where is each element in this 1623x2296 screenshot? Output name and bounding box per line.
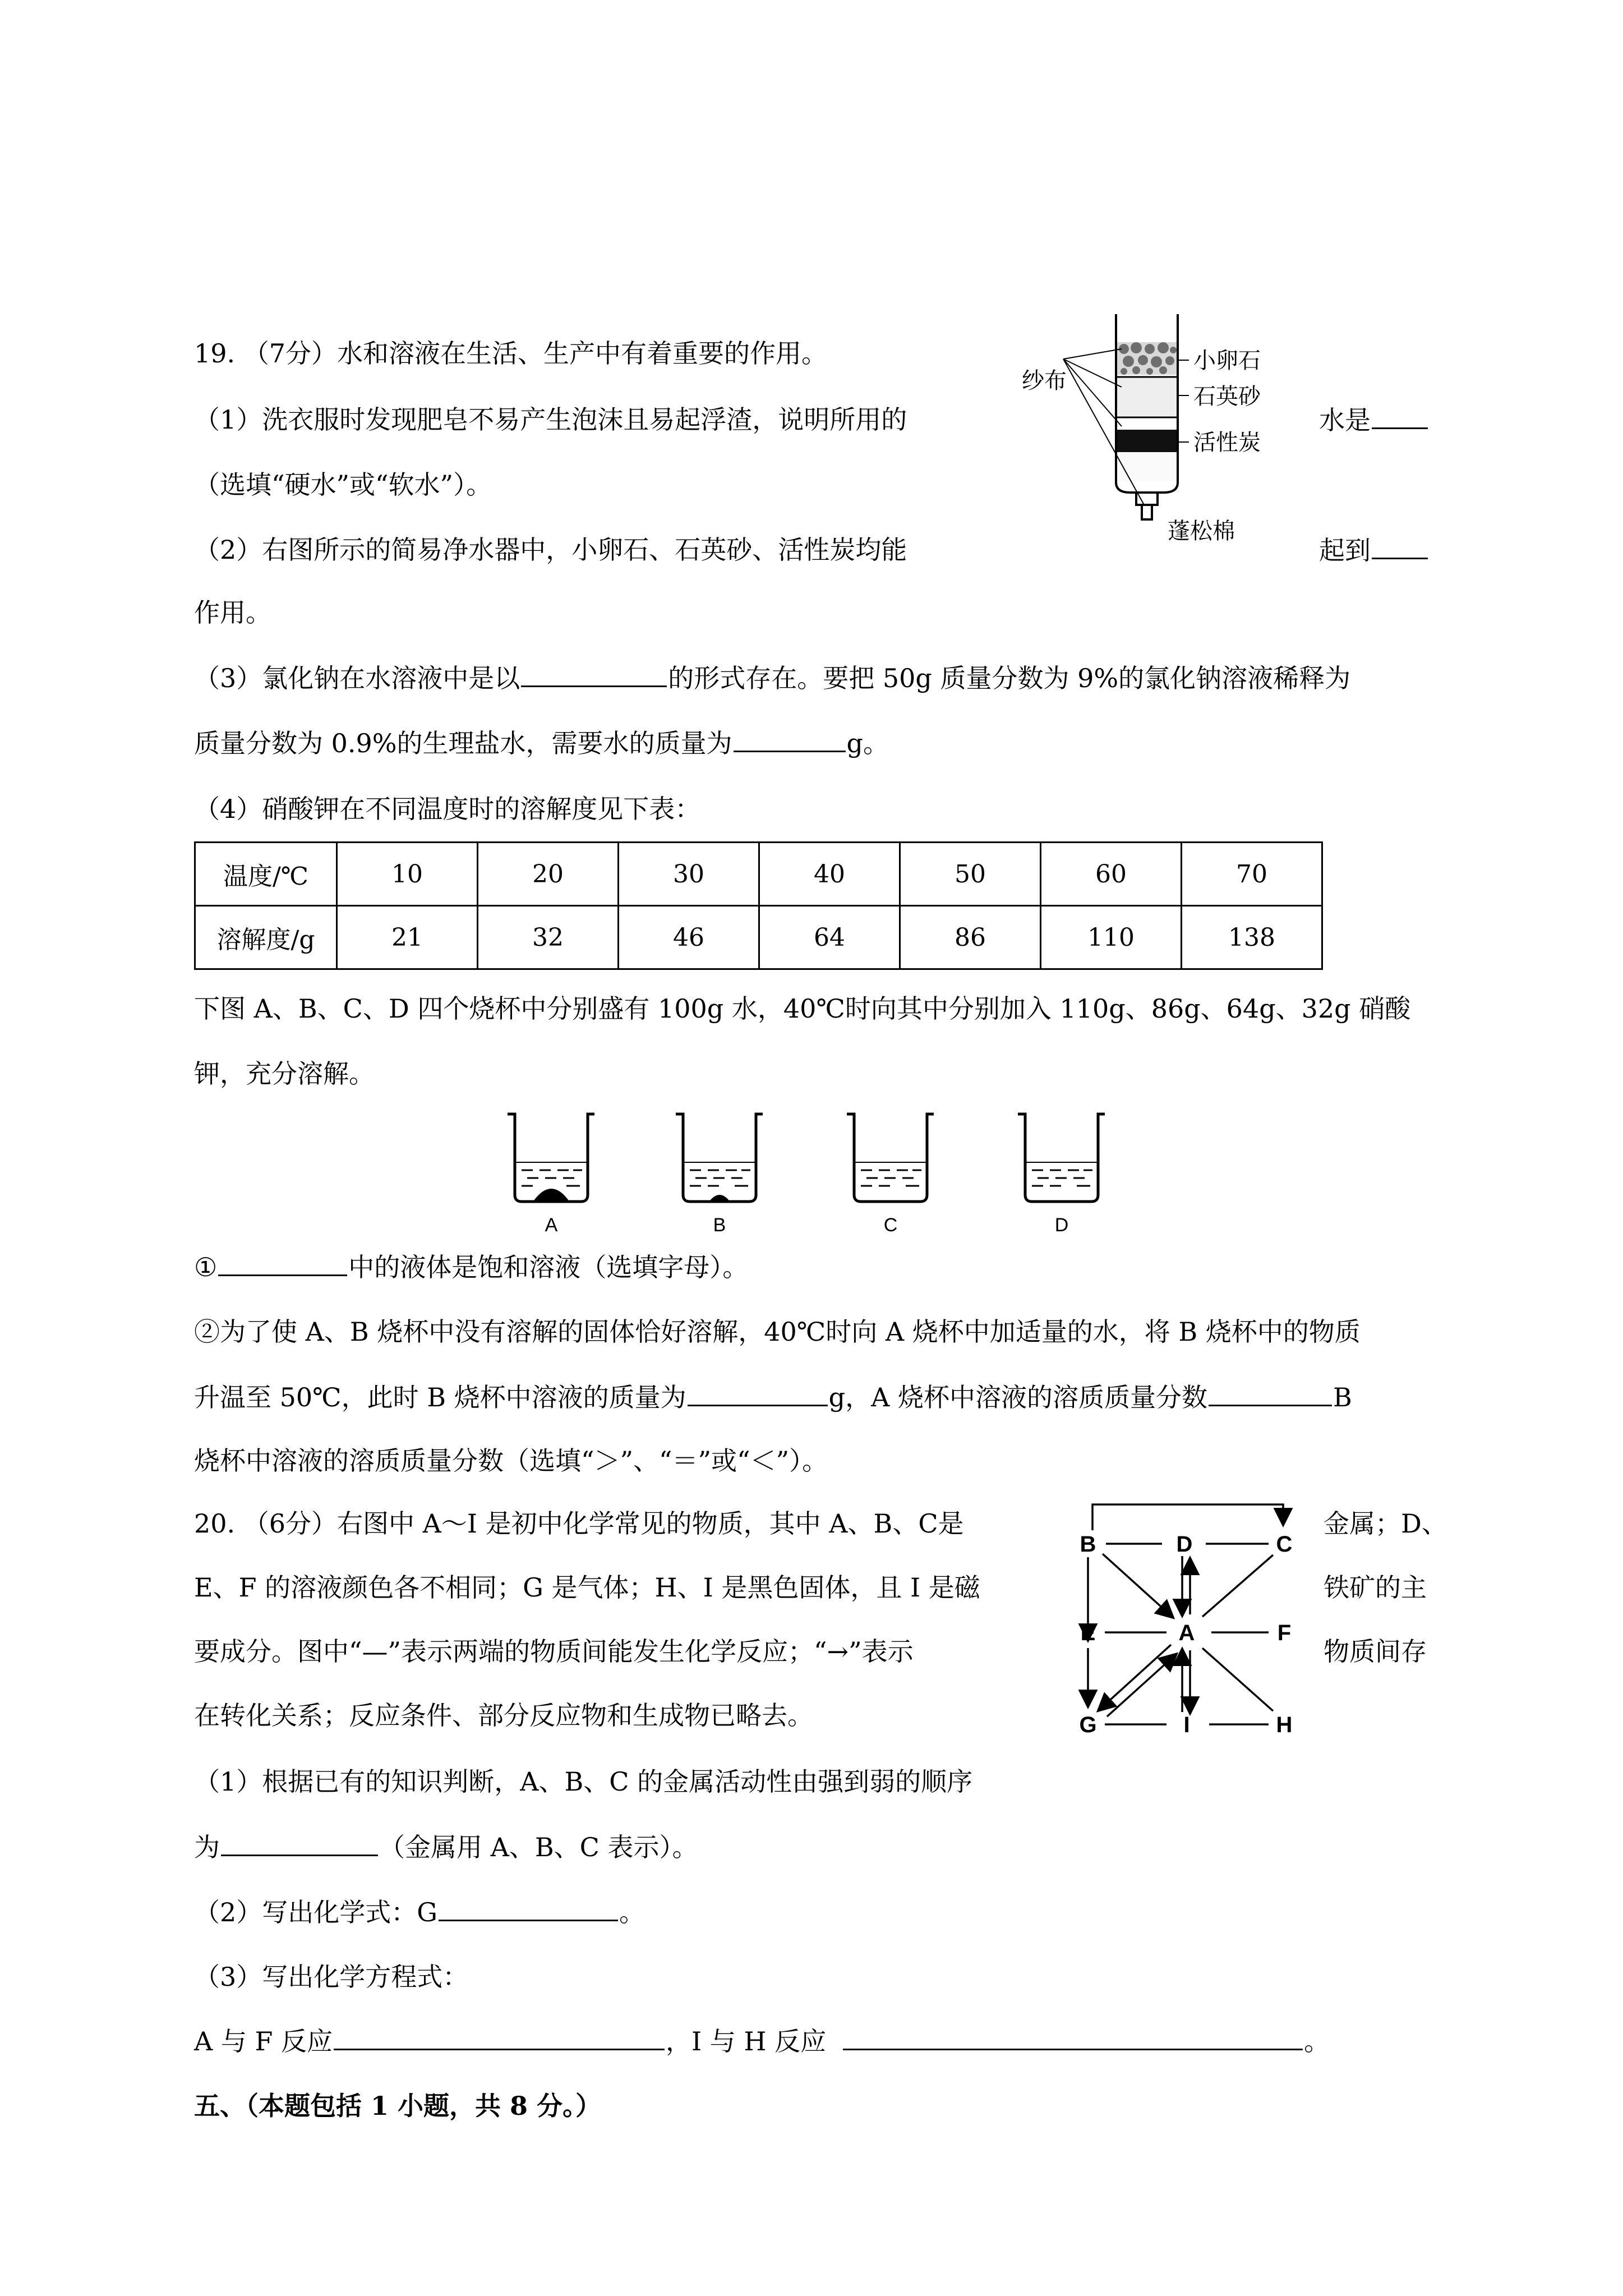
q20-part4-text-b: ，I 与 H 反应 [666, 2026, 827, 2056]
q20-line2: E、F 的溶液颜色各不相同；G 是气体；H、I 是黑色固体，且 I 是磁 [194, 1572, 980, 1603]
pebble-label: 小卵石 [1193, 348, 1261, 373]
q20-line3: 要成分。图中“—”表示两端的物质间能发生化学反应；“→”表示 [194, 1636, 914, 1667]
beaker-c-label: C [883, 1214, 898, 1236]
q19-answer-blank-2[interactable] [1372, 533, 1428, 559]
beaker-a [508, 1114, 594, 1236]
q20-answer-blank-3[interactable] [334, 2024, 665, 2050]
q19-part3-text-a: （3）氯化钠在水溶液中是以 [194, 663, 520, 693]
q20-part3: （3）写出化学方程式： [194, 1962, 469, 1992]
beaker-b-label: B [713, 1214, 726, 1236]
q19-part1-text: （1）洗衣服时发现肥皂不易产生泡沫且易起浮渣，说明所用的 [194, 404, 907, 435]
table-cell: 40 [759, 843, 900, 906]
node-h: H [1276, 1713, 1293, 1737]
node-b: B [1080, 1532, 1096, 1557]
q19-part3-text-d: g。 [846, 728, 889, 758]
q19-sub2-text-c: g，A 烧杯中溶液的溶质质量分数 [828, 1382, 1207, 1412]
table-cell: 60 [1041, 843, 1182, 906]
water-filter-figure [1009, 309, 1324, 555]
q19-part1-tail [1319, 403, 1429, 437]
q20-part2-text-a: （2）写出化学式：G [194, 1897, 438, 1927]
q19-part2-text: （2）右图所示的简易净水器中，小卵石、石英砂、活性炭均能 [194, 535, 907, 565]
q19-sub2-line1: ②为了使 A、B 烧杯中没有溶解的固体恰好溶解，40℃时向 A 烧杯中加适量的水，将 B 烧杯中的物质 [194, 1317, 1361, 1347]
q19-part1-options: （选填“硬水”或“软水”）。 [194, 470, 492, 500]
table-cell: 70 [1182, 843, 1322, 906]
table-cell: 10 [337, 843, 478, 906]
table-cell: 110 [1041, 906, 1182, 969]
q20-line4: 在转化关系；反应条件、部分反应物和生成物已略去。 [194, 1700, 813, 1731]
table-cell: 86 [900, 906, 1041, 969]
table-header-solubility: 溶解度/g [195, 906, 337, 969]
node-a: A [1178, 1621, 1195, 1645]
q19-sub2-text-b: 升温至 50℃，此时 B 烧杯中溶液的质量为 [194, 1382, 686, 1412]
q19-sub1-mark: ① [194, 1252, 218, 1282]
table-row-solubility [195, 906, 1322, 969]
q19-sub1-text: 中的液体是饱和溶液（选填字母）。 [348, 1252, 749, 1282]
table-cell: 20 [478, 843, 619, 906]
cloth-label: 纱布 [1022, 369, 1067, 393]
q20-answer-blank-1[interactable] [221, 1830, 378, 1856]
table-header-temperature: 温度/℃ [195, 843, 337, 906]
beaker-d-label: D [1054, 1214, 1069, 1236]
table-cell: 30 [619, 843, 759, 906]
node-c: C [1276, 1532, 1293, 1557]
q19-title: 19. （7分）水和溶液在生活、生产中有着重要的作用。 [194, 338, 828, 369]
table-row-temperature [195, 843, 1322, 906]
q19-answer-blank-3[interactable] [521, 661, 667, 687]
activated-carbon-layer [1117, 430, 1177, 452]
q19-part3-text-c: 质量分数为 0.9%的生理盐水，需要水的质量为 [194, 728, 732, 758]
q20-line3-tail: 物质间存 [1324, 1636, 1427, 1667]
q19-part2-end: 作用。 [194, 597, 271, 628]
q20-part2 [194, 1895, 645, 1929]
section-five-heading: 五、（本题包括 1 小题，共 8 分。） [194, 2091, 602, 2121]
q19-answer-blank-4[interactable] [734, 726, 846, 752]
q20-part4 [194, 2024, 1330, 2058]
node-i: I [1183, 1713, 1190, 1737]
table-cell: 32 [478, 906, 619, 969]
beakers-figure [494, 1105, 1122, 1240]
q19-part3-line1 [194, 661, 1350, 695]
solubility-table [194, 841, 1323, 970]
q19-part3-line2 [194, 726, 889, 760]
cotton-label: 蓬松棉 [1168, 519, 1235, 544]
q19-part3-text-b: 的形式存在。要把 50g 质量分数为 9%的氯化钠溶液稀释为 [668, 663, 1351, 693]
q19-sub2-line2 [194, 1380, 1352, 1414]
q19-part2-tail [1319, 533, 1429, 567]
q19-part1-tail-text: 水是 [1319, 405, 1371, 435]
q19-part4-text: （4）硝酸钾在不同温度时的溶解度见下表： [194, 794, 701, 824]
node-f: F [1277, 1621, 1292, 1645]
q19-answer-blank-7[interactable] [1209, 1380, 1332, 1406]
q20-line2-tail: 铁矿的主 [1324, 1572, 1427, 1603]
carbon-label: 活性炭 [1193, 430, 1261, 455]
q20-part4-text-a: A 与 F 反应 [194, 2026, 333, 2056]
q20-part1-line2 [194, 1830, 698, 1864]
node-g: G [1079, 1713, 1097, 1737]
node-e: E [1080, 1621, 1096, 1645]
beaker-a-label: A [545, 1214, 558, 1236]
q20-answer-blank-2[interactable] [439, 1895, 618, 1921]
q19-sub2-text-d: B [1332, 1382, 1352, 1412]
table-cell: 21 [337, 906, 478, 969]
quartz-sand-layer [1117, 378, 1177, 416]
q19-part2-tail-text: 起到 [1319, 535, 1371, 565]
q19-sub1 [194, 1250, 748, 1284]
table-cell: 138 [1182, 906, 1322, 969]
q20-part2-text-b: 。 [619, 1897, 645, 1927]
node-d: D [1176, 1532, 1193, 1557]
table-cell: 64 [759, 906, 900, 969]
table-cell: 46 [619, 906, 759, 969]
q19-sub2-line3: 烧杯中溶液的溶质质量分数（选填“＞”、“＝”或“＜”）。 [194, 1446, 828, 1476]
relationship-diagram [1066, 1492, 1312, 1756]
q19-beaker-intro: 下图 A、B、C、D 四个烧杯中分别盛有 100g 水，40℃时向其中分别加入 110g、86g、64g、32g 硝酸 [194, 993, 1411, 1024]
pebble-layer [1117, 342, 1177, 375]
beaker-b [676, 1114, 763, 1236]
q19-answer-blank-5[interactable] [218, 1250, 347, 1276]
cotton-layer [1117, 453, 1177, 481]
q20-part4-text-c: 。 [1304, 2026, 1330, 2056]
q20-line1: 20. （6分）右图中 A～I 是初中化学常见的物质，其中 A、B、C是 [194, 1508, 964, 1539]
q20-part1-text-c: （金属用 A、B、C 表示）。 [379, 1832, 698, 1862]
quartz-label: 石英砂 [1193, 384, 1261, 409]
q20-answer-blank-4[interactable] [843, 2024, 1303, 2050]
beaker-d [1018, 1114, 1105, 1236]
table-cell: 50 [900, 843, 1041, 906]
q19-answer-blank-1[interactable] [1372, 403, 1428, 429]
q20-line1-tail: 金属；D、 [1324, 1508, 1447, 1539]
q19-beaker-intro-end: 钾，充分溶解。 [194, 1059, 375, 1089]
q20-part1-text-b: 为 [194, 1832, 220, 1862]
q19-answer-blank-6[interactable] [688, 1380, 828, 1406]
beaker-c [847, 1114, 934, 1236]
q20-part1-text: （1）根据已有的知识判断，A、B、C 的金属活动性由强到弱的顺序 [194, 1766, 973, 1797]
